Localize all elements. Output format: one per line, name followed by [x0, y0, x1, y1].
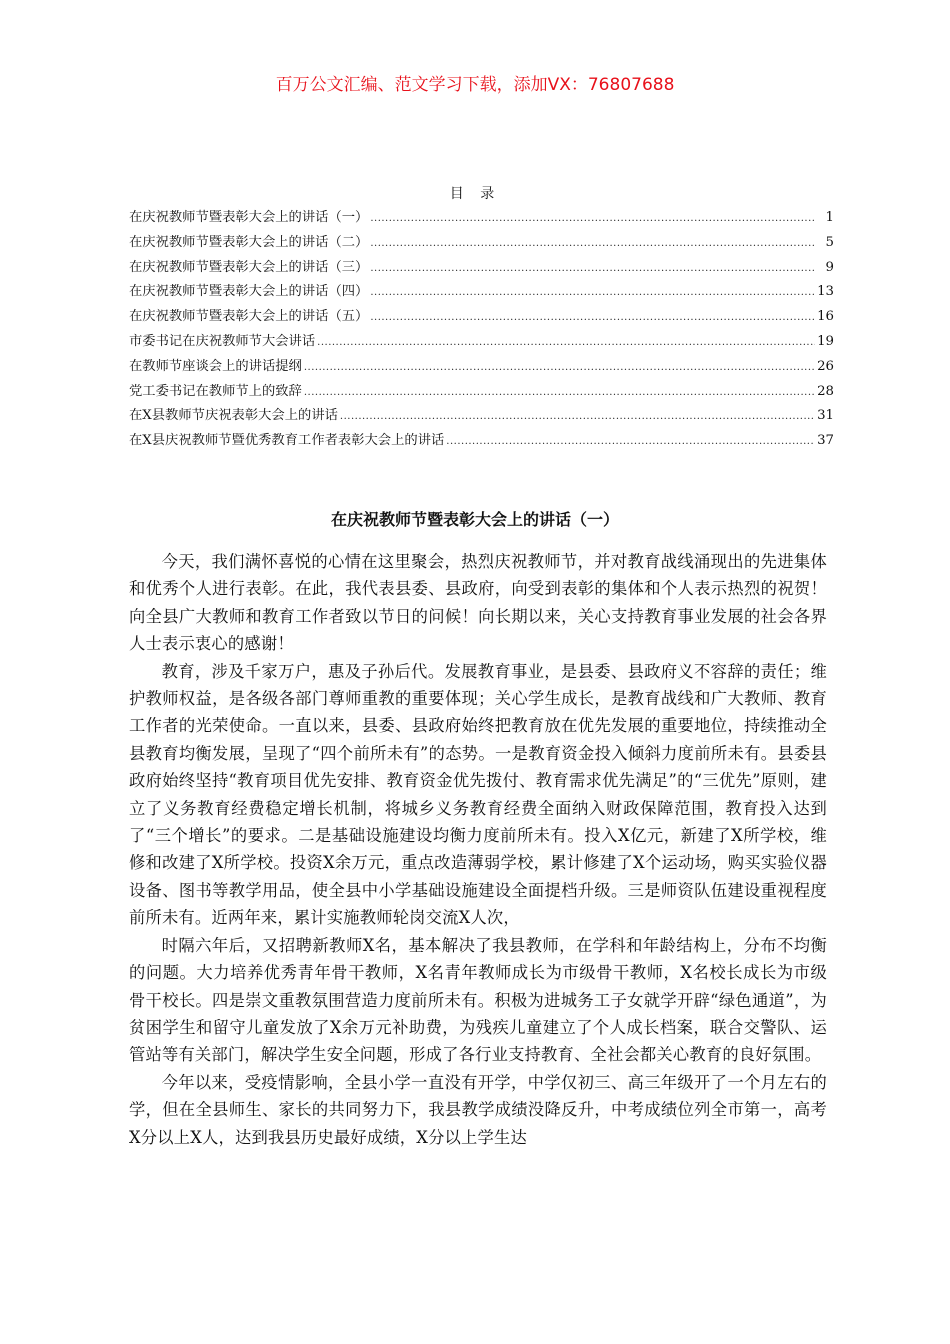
toc-dot-leader [370, 213, 816, 224]
toc-entry-title: 党工委书记在教师节上的致辞 [129, 383, 302, 399]
table-of-contents [129, 206, 834, 454]
article-title: 在庆祝教师节暨表彰大会上的讲话（一） [330, 510, 619, 529]
toc-entry-page: 31 [817, 408, 834, 424]
toc-title: 目 录 [449, 186, 501, 202]
toc-dot-leader [370, 238, 816, 249]
toc-entry-page: 1 [825, 210, 834, 225]
body-paragraph: 今年以来，受疫情影响，全县小学一直没有开学，中学仅初三、高三年级开了一个月左右的学，但在全县师生、家长的共同努力下，我县教学成绩没降反升，中考成绩位列全市第一，高考X分以上X人，达到我县历史最好成绩，X分以上学生达 [129, 1072, 827, 1147]
toc-entry[interactable] [129, 404, 834, 429]
toc-entry-title: 在庆祝教师节暨表彰大会上的讲话（二） [129, 234, 369, 250]
toc-entry-title: 市委书记在庆祝教师节大会讲话 [129, 333, 316, 349]
article-body [129, 548, 827, 1151]
toc-entry-page: 28 [817, 383, 834, 399]
toc-entry[interactable] [129, 305, 834, 330]
toc-dot-leader [340, 411, 815, 422]
body-paragraph: 今天，我们满怀喜悦的心情在这里聚会，热烈庆祝教师节，并对教育战线涌现出的先进集体和优秀个人进行表彰。在此，我代表县委、县政府，向受到表彰的集体和个人表示热烈的祝贺！向全县广大教师和教育工作者致以节日的问候！向长期以来，关心支持教育事业发展的社会各界人士表示衷心的感谢！ [129, 552, 827, 654]
toc-entry[interactable] [129, 355, 834, 380]
toc-entry[interactable] [129, 231, 834, 256]
toc-entry-title: 在X县教师节庆祝表彰大会上的讲话 [129, 408, 338, 424]
toc-dot-leader [370, 312, 815, 323]
toc-dot-leader [317, 337, 815, 348]
toc-entry-page: 16 [817, 309, 834, 325]
toc-entry-title: 在庆祝教师节暨表彰大会上的讲话（三） [129, 259, 369, 275]
body-paragraph: 时隔六年后，又招聘新教师X名，基本解决了我县教师，在学科和年龄结构上，分布不均衡的问题。大力培养优秀青年骨干教师，X名青年教师成长为市级骨干教师，X名校长成长为市级骨干校长。四是崇文重教氛围营造力度前所未有。积极为进城务工子女就学开辟“绿色通道”，为贫困学生和留守儿童发放了X余万元补助费，为残疾儿童建立了个人成长档案，联合交警队、运管站等有关部门，解决学生安全问题，形成了各行业支持教育、全社会都关心教育的良好氛围。 [129, 935, 827, 1065]
toc-entry-title: 在庆祝教师节暨表彰大会上的讲话（一） [129, 210, 369, 225]
toc-entry[interactable] [129, 330, 834, 355]
watermark-header: 百万公文汇编、范文学习下载，添加VX：76807688 [275, 75, 675, 95]
toc-entry-title: 在X县庆祝教师节暨优秀教育工作者表彰大会上的讲话 [129, 433, 445, 449]
toc-entry-page: 26 [817, 358, 834, 374]
toc-entry[interactable] [129, 380, 834, 405]
toc-dot-leader [304, 387, 815, 398]
toc-entry-title: 在庆祝教师节暨表彰大会上的讲话（四） [129, 284, 369, 300]
toc-dot-leader [370, 287, 815, 298]
toc-entry[interactable] [129, 280, 834, 305]
toc-entry-page: 37 [817, 433, 834, 449]
toc-entry[interactable] [129, 429, 834, 454]
body-paragraph: 教育，涉及千家万户，惠及子孙后代。发展教育事业，是县委、县政府义不容辞的责任；维护教师权益，是各级各部门尊师重教的重要体现；关心学生成长，是教育战线和广大教师、教育工作者的光荣使命。一直以来，县委、县政府始终把教育放在优先发展的重要地位，持续推动全县教育均衡发展，呈现了“四个前所未有”的态势。一是教育资金投入倾斜力度前所未有。县委县政府始终坚持“教育项目优先安排、教育资金优先拨付、教育需求优先满足”的“三优先”原则，建立了义务教育经费稳定增长机制，将城乡义务教育经费全面纳入财政保障范围，教育投入达到了“三个增长”的要求。二是基础设施建设均衡力度前所未有。投入X亿元，新建了X所学校，维修和改建了X所学校。投资X余万元，重点改造薄弱学校，累计修建了X个运动场，购买实验仪器设备、图书等教学用品，使全县中小学基础设施建设全面提档升级。三是师资队伍建设重视程度前所未有。近两年来，累计实施教师轮岗交流X人次， [129, 661, 827, 928]
toc-entry-title: 在教师节座谈会上的讲话提纲 [129, 358, 302, 374]
toc-dot-leader [446, 436, 815, 447]
toc-entry[interactable] [129, 206, 834, 231]
toc-entry-page: 19 [817, 333, 834, 349]
toc-dot-leader [370, 263, 816, 274]
toc-entry-page: 5 [825, 234, 834, 250]
toc-entry-page: 13 [817, 284, 834, 300]
toc-entry[interactable] [129, 256, 834, 281]
toc-entry-title: 在庆祝教师节暨表彰大会上的讲话（五） [129, 309, 369, 325]
toc-dot-leader [304, 362, 815, 373]
toc-entry-page: 9 [825, 259, 834, 275]
